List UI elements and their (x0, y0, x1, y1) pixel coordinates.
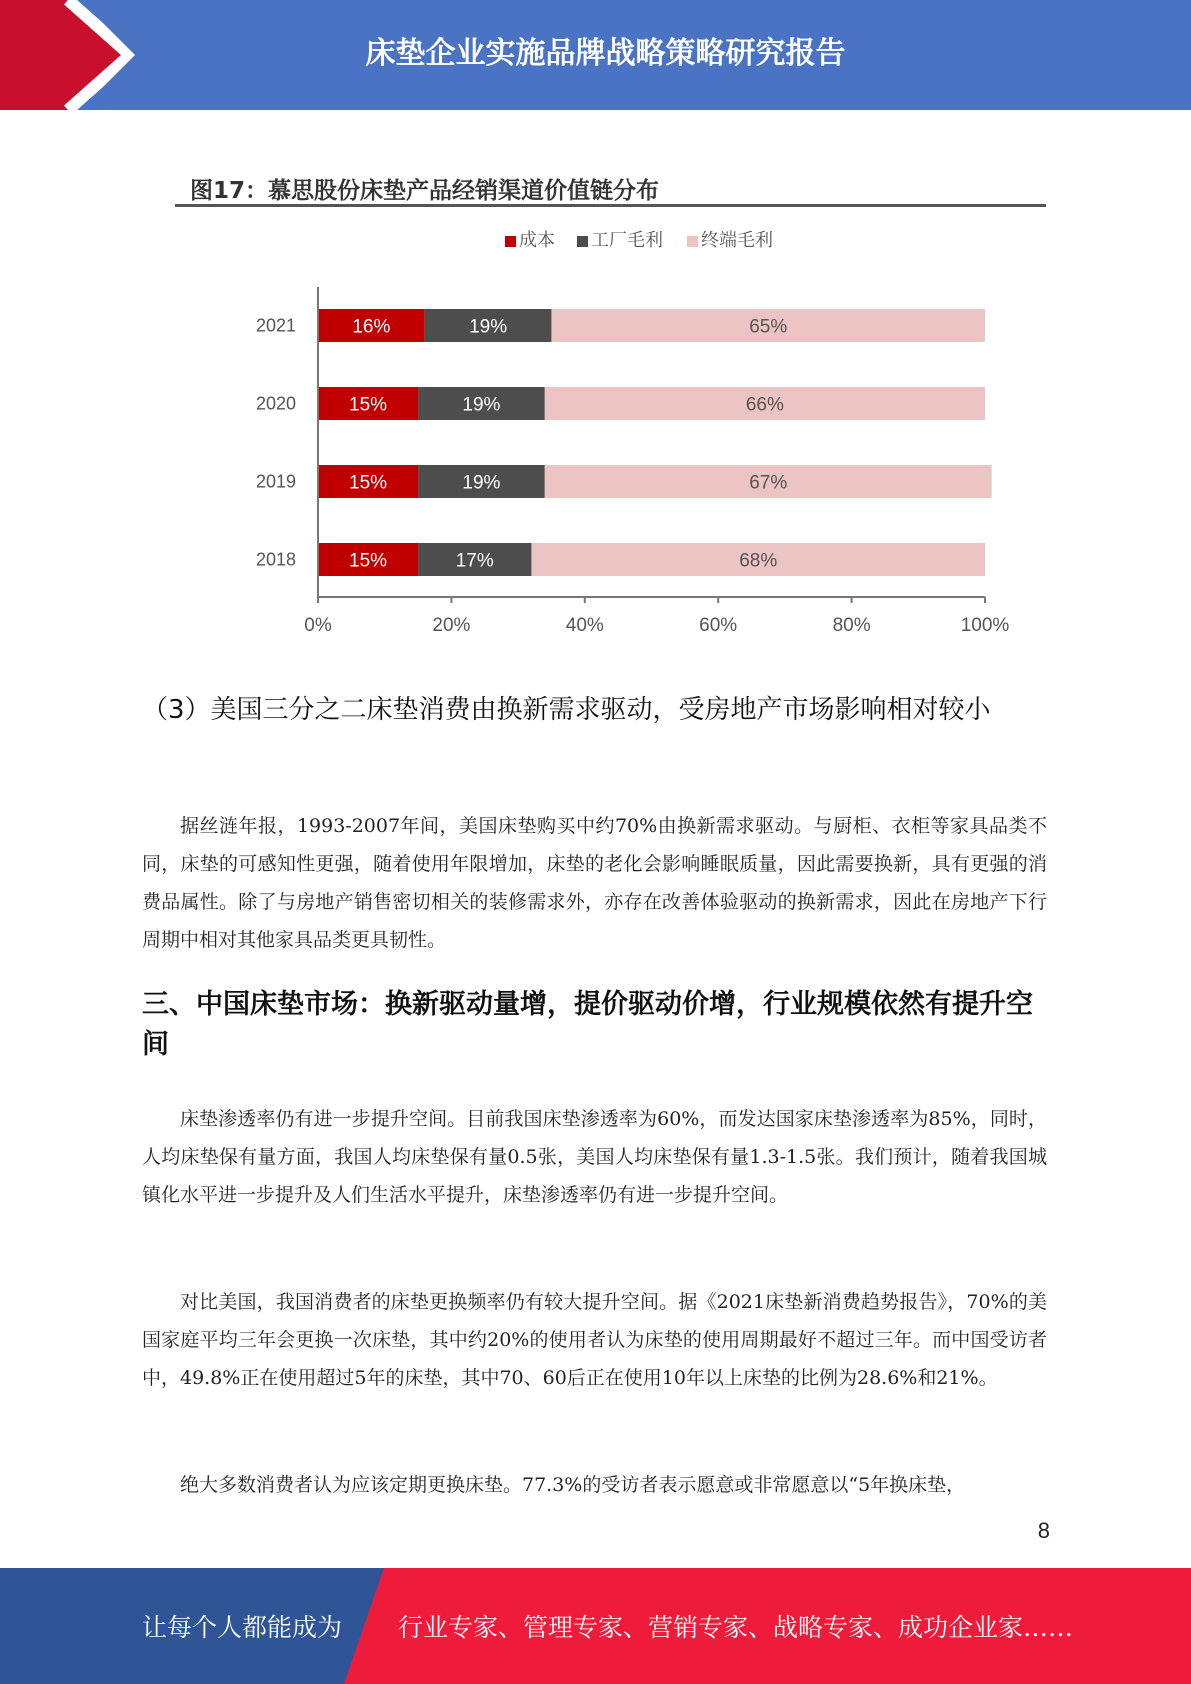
legend-swatch-1 (577, 236, 588, 247)
data-label-2019-2: 67% (749, 472, 788, 494)
data-label-2020-0: 15% (349, 394, 388, 416)
x-tick-label-2: 40% (565, 615, 604, 636)
x-tick-label-4: 80% (832, 615, 871, 636)
category-label-2018: 2018 (255, 549, 296, 570)
page-footer (0, 1568, 1191, 1684)
data-label-2020-1: 19% (462, 394, 501, 416)
data-label-2019-1: 19% (462, 472, 501, 494)
page-number: 8 (1037, 1518, 1050, 1543)
x-tick-label-1: 20% (432, 615, 471, 636)
x-tick-label-5: 100% (960, 615, 1010, 636)
footer-slogan-right: 行业专家、管理专家、营销专家、战略专家、成功企业家…… (398, 1613, 1074, 1642)
figure-title-rule (175, 204, 1046, 207)
data-label-2018-1: 17% (455, 550, 494, 572)
footer-slogan-left: 让每个人都能成为 (142, 1613, 343, 1642)
data-label-2018-2: 68% (739, 550, 778, 572)
legend-swatch-0 (505, 236, 516, 247)
data-label-2019-0: 15% (349, 472, 388, 494)
figure-title: 图17：慕思股份床垫产品经销渠道价值链分布 (190, 178, 660, 204)
x-tick-label-3: 60% (699, 615, 738, 636)
category-label-2019: 2019 (255, 471, 296, 492)
data-label-2021-1: 19% (469, 316, 508, 338)
paragraph-penetration: 床垫渗透率仍有进一步提升空间。目前我国床垫渗透率为60%，而发达国家床垫渗透率为85%，同时，人均床垫保有量方面，我国人均床垫保有量0.5张，美国人均床垫保有量1.3-1.5张。我们预计，随着我国城镇化水平进一步提升及人们生活水平提升，床垫渗透率仍有进一步提升空间。 (142, 1108, 1047, 1206)
legend-label-2: 终端毛利 (701, 230, 773, 250)
x-tick-label-0: 0% (304, 615, 332, 636)
section-heading-china-market: 三、中国床垫市场：换新驱动量增，提价驱动价增，行业规模依然有提升空间 (142, 989, 1033, 1060)
data-label-2020-2: 66% (745, 394, 784, 416)
paragraph-replacement-frequency: 对比美国，我国消费者的床垫更换频率仍有较大提升空间。据《2021床垫新消费趋势报告》，70%的美国家庭平均三年会更换一次床垫，其中约20%的使用者认为床垫的使用周期最好不超过三年。而中国受访者中，49.8%正在使用超过5年的床垫，其中70、60后正在使用10年以上床垫的比例为28.6%和21%。 (142, 1291, 1047, 1389)
data-label-2021-0: 16% (352, 316, 391, 338)
header-title: 床垫企业实施品牌战略策略研究报告 (365, 36, 846, 71)
page-header (0, 0, 1191, 110)
data-label-2021-2: 65% (749, 316, 788, 338)
paragraph-regular-replacement: 绝大多数消费者认为应该定期更换床垫。77.3%的受访者表示愿意或非常愿意以“5年换床垫， (180, 1474, 966, 1496)
section-heading-us-mattress: （3）美国三分之二床垫消费由换新需求驱动，受房地产市场影响相对较小 (142, 695, 991, 725)
data-label-2018-0: 15% (349, 550, 388, 572)
legend-label-1: 工厂毛利 (591, 230, 663, 250)
category-label-2020: 2020 (255, 393, 296, 414)
legend-swatch-2 (687, 236, 698, 247)
legend-label-0: 成本 (519, 230, 555, 250)
stacked-bar-chart (175, 215, 1046, 655)
category-label-2021: 2021 (255, 315, 296, 336)
paragraph-us-renewal: 据丝涟年报，1993-2007年间，美国床垫购买中约70%由换新需求驱动。与厨柜、衣柜等家具品类不同，床垫的可感知性更强，随着使用年限增加，床垫的老化会影响睡眠质量，因此需要换新，具有更强的消费品属性。除了与房地产销售密切相关的装修需求外，亦存在改善体验驱动的换新需求，因此在房地产下行周期中相对其他家具品类更具韧性。 (142, 815, 1047, 951)
